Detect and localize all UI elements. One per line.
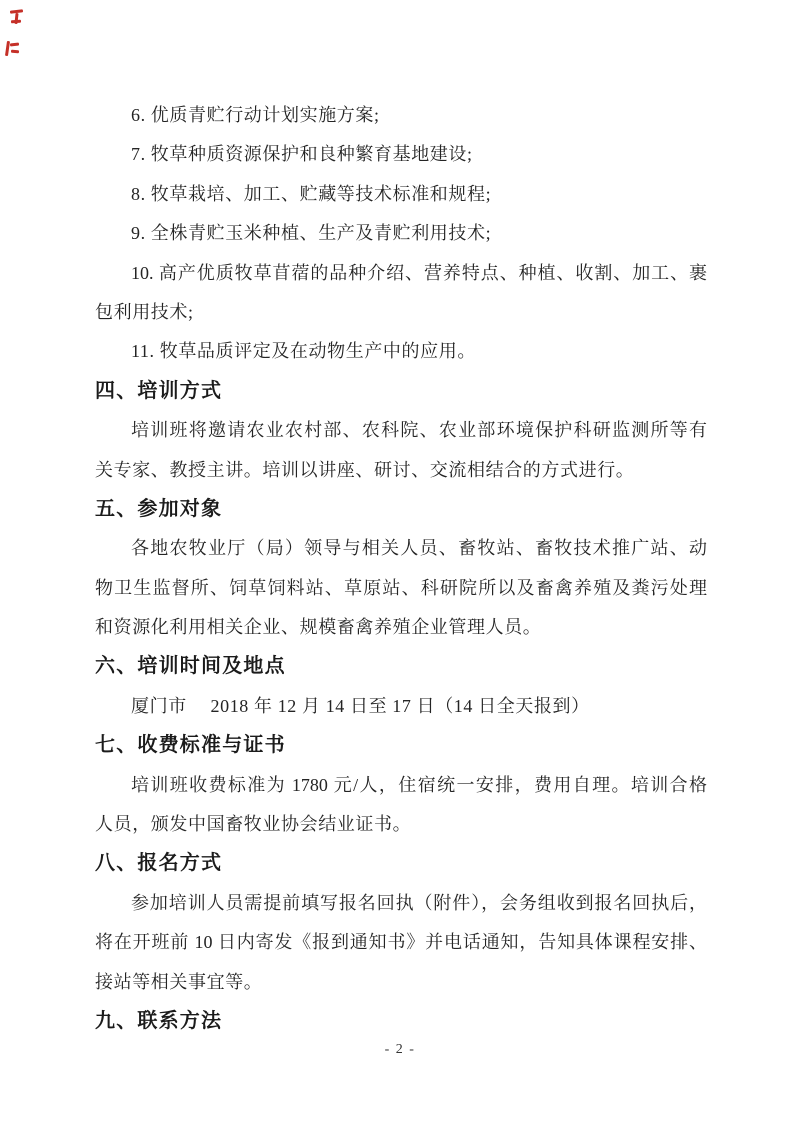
text-line: 参加培训人员需提前填写报名回执（附件），会务组收到报名回执后，: [131, 892, 707, 913]
text-line: 和资源化利用相关企业、规模畜禽养殖企业管理人员。: [95, 617, 542, 638]
text-line: 9. 全株青贮玉米种植、生产及青贮利用技术;: [131, 223, 492, 244]
section-heading: 九、联系方法: [95, 1009, 223, 1032]
red-ink-mark: [10, 8, 24, 25]
section-heading: 六、培训时间及地点: [95, 655, 286, 678]
red-ink-stroke: [11, 50, 19, 54]
text-line: 8. 牧草栽培、加工、贮藏等技术标准和规程;: [131, 183, 492, 204]
text-line: 培训班收费标准为 1780 元/人，住宿统一安排，费用自理。培训合格: [131, 774, 707, 795]
text-line: 物卫生监督所、饲草饲料站、草原站、科研院所以及畜禽养殖及粪污处理: [95, 577, 707, 598]
text-line: 人员，颁发中国畜牧业协会结业证书。: [95, 814, 412, 835]
text-line: 厦门市 2018 年 12 月 14 日至 17 日（14 日全天报到）: [131, 695, 590, 716]
section-heading: 五、参加对象: [95, 497, 223, 520]
page-number: - 2 -: [384, 1042, 416, 1057]
text-line: 将在开班前 10 日内寄发《报到通知书》并电话通知，告知具体课程安排、: [95, 932, 707, 953]
red-ink-mark: [5, 40, 20, 58]
section-heading: 四、培训方式: [95, 379, 223, 402]
section-heading: 八、报名方式: [95, 852, 223, 875]
text-line: 各地农牧业厅（局）领导与相关人员、畜牧站、畜牧技术推广站、动: [131, 538, 707, 559]
text-line: 6. 优质青贮行动计划实施方案;: [131, 105, 380, 125]
section-heading: 七、收费标准与证书: [95, 734, 286, 757]
text-line: 培训班将邀请农业农村部、农科院、农业部环境保护科研监测所等有: [131, 420, 707, 441]
document-body: [95, 96, 707, 1041]
text-line: 11. 牧草品质评定及在动物生产中的应用。: [131, 341, 476, 362]
red-ink-stroke: [10, 43, 19, 47]
text-line: 7. 牧草种质资源保护和良种繁育基地建设;: [131, 144, 473, 165]
text-line: 接站等相关事宜等。: [95, 971, 263, 992]
red-ink-stroke: [11, 20, 21, 24]
text-line: 关专家、教授主讲。培训以讲座、研讨、交流相结合的方式进行。: [95, 459, 635, 480]
text-line: 10. 高产优质牧草苜蓿的品种介绍、营养特点、种植、收割、加工、裹: [131, 262, 707, 283]
text-line: 包利用技术;: [95, 301, 194, 322]
